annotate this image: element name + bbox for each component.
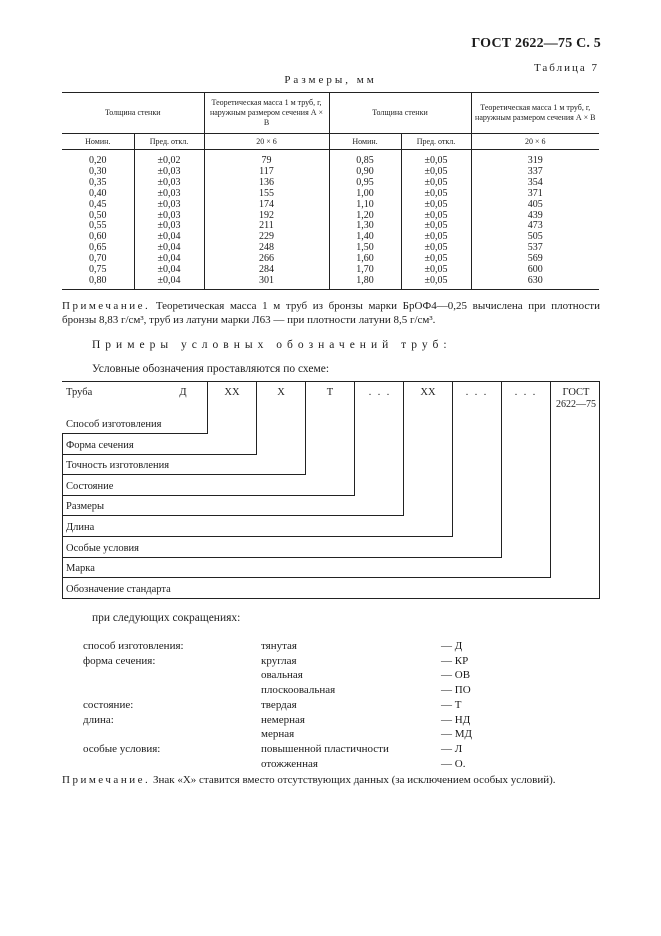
schema-gost: ГОСТ: [562, 387, 590, 398]
table-cell: 155: [204, 189, 329, 200]
table-cell: 0,30: [89, 165, 107, 177]
schema-field: ХХ: [420, 387, 436, 398]
schema-tube-label: Труба: [66, 387, 93, 398]
table-cell: ±0,03: [134, 178, 204, 189]
table-cell: ±0,05: [401, 189, 471, 200]
schema-field: ХХ: [224, 387, 240, 398]
table-cell: 1,60: [329, 254, 401, 265]
table-cell: 117: [204, 167, 329, 178]
table-cell: ±0,05: [401, 232, 471, 243]
abbr-value: немерная: [261, 713, 305, 726]
table-cell: 505: [471, 232, 599, 243]
table-cell: 266: [204, 254, 329, 265]
examples-title: Примеры условных обозначений труб:: [92, 339, 452, 351]
abbr-value: отожженная: [261, 757, 318, 770]
table-cell: ±0,03: [134, 211, 204, 222]
table-cell: 0,45: [89, 198, 107, 210]
table-cell: ±0,05: [401, 178, 471, 189]
subheader-tolerance: Пред. откл.: [134, 134, 204, 150]
table-cell: 1,20: [329, 211, 401, 222]
table-cell: 0,85: [329, 150, 401, 167]
table-cell: ±0,05: [401, 265, 471, 276]
table-cell: 630: [471, 276, 599, 289]
abbr-value: овальная: [261, 669, 303, 682]
table-cell: 0,70: [89, 253, 107, 265]
schema-label: Размеры: [66, 501, 105, 513]
table-cell: 174: [204, 200, 329, 211]
abbr-value: плоскоовальная: [261, 684, 336, 697]
table-cell: 0,55: [89, 220, 107, 232]
schema-field: Х: [277, 387, 285, 398]
subheader-nominal: Номин.: [329, 134, 401, 150]
table-cell: 0,80: [62, 276, 134, 289]
table-cell: ±0,05: [401, 167, 471, 178]
subheader-size: 20 × 6: [471, 134, 599, 150]
table-cell: 0,50: [89, 209, 107, 221]
table-cell: 0,90: [329, 167, 401, 178]
subheader-size: 20 × 6: [204, 134, 329, 150]
table-cell: 600: [471, 265, 599, 276]
table-cell: ±0,04: [134, 232, 204, 243]
table-title: Размеры, мм: [284, 74, 377, 86]
abbr-value: тянутая: [261, 640, 297, 652]
table-cell: ±0,03: [134, 189, 204, 200]
table-cell: 136: [204, 178, 329, 189]
table-cell: 284: [204, 265, 329, 276]
table-cell: 0,40: [89, 187, 107, 199]
table-cell: ±0,03: [134, 167, 204, 178]
table-cell: ±0,05: [401, 221, 471, 232]
table-cell: 319: [471, 150, 599, 167]
table-cell: 229: [204, 232, 329, 243]
table-number: Таблица 7: [533, 62, 599, 74]
abbr-value: круглая: [261, 654, 297, 667]
table-cell: 1,50: [329, 243, 401, 254]
abbr-code: — Д: [441, 640, 463, 652]
table-cell: 211: [204, 221, 329, 232]
abbr-value: твердая: [261, 698, 297, 711]
header-wall-right: Толщина стенки: [329, 93, 471, 134]
table-cell: 1,40: [329, 232, 401, 243]
abbr-code: — КР: [441, 654, 469, 667]
table-cell: ±0,05: [401, 150, 471, 167]
table-cell: 439: [471, 211, 599, 222]
schema-field: Д: [179, 387, 187, 398]
table-cell: 0,75: [89, 264, 107, 276]
schema-label: Форма сечения: [66, 439, 134, 451]
abbr-category: особые условия:: [83, 742, 161, 755]
table-cell: 0,95: [329, 178, 401, 189]
abbr-code: — ПО: [441, 684, 471, 697]
header-mass-left: Теоретическая масса 1 м труб, г, наружным размером сечения А × В: [204, 93, 329, 134]
abbr-value: мерная: [261, 728, 295, 741]
note-text: Знак «Х» ставится вместо отсутствующих данных (за исключением особых условий).: [152, 774, 556, 786]
table-cell: ±0,04: [134, 276, 204, 289]
table-cell: ±0,05: [401, 200, 471, 211]
table-cell: 0,60: [89, 231, 107, 243]
schema-field: . . .: [368, 387, 392, 398]
schema-field: Т: [326, 387, 334, 398]
table-cell: ±0,04: [134, 254, 204, 265]
abbreviations-title: при следующих сокращениях:: [92, 612, 241, 624]
table-cell: 1,30: [329, 221, 401, 232]
schema-label: Состояние: [66, 480, 114, 492]
table-cell: ±0,05: [401, 243, 471, 254]
table-cell: ±0,03: [134, 221, 204, 232]
schema-label: Точность изготовления: [66, 460, 170, 472]
abbr-code: — Т: [441, 698, 462, 711]
subheader-nominal: Номин.: [62, 134, 134, 150]
schema-intro: Условные обозначения проставляются по схеме:: [92, 363, 330, 375]
schema-label: Способ изготовления: [66, 419, 162, 430]
abbr-code: — НД: [441, 713, 471, 726]
table-cell: 0,35: [89, 176, 107, 188]
abbr-category: длина:: [83, 713, 114, 726]
table-cell: ±0,04: [134, 243, 204, 254]
table-cell: 337: [471, 167, 599, 178]
table-cell: 354: [471, 178, 599, 189]
table-cell: ±0,05: [401, 211, 471, 222]
page-header: ГОСТ 2622—75 С. 5: [471, 36, 601, 51]
table-cell: 192: [204, 211, 329, 222]
note-label: Примечание.: [62, 300, 151, 312]
abbr-category: форма сечения:: [83, 654, 156, 667]
subheader-tolerance: Пред. откл.: [401, 134, 471, 150]
abbr-value: повышенной пластичности: [261, 742, 389, 755]
abbr-code: — МД: [441, 728, 473, 741]
table-cell: 301: [204, 276, 329, 289]
schema-label: Обозначение стандарта: [66, 583, 171, 595]
table-cell: 473: [471, 221, 599, 232]
table-cell: 1,70: [329, 265, 401, 276]
table-cell: 1,10: [329, 200, 401, 211]
note-text: Теоретическая масса 1 м труб из бронзы марки БрОФ4—0,25 вычислена при плотности бронзы 8,83 г/см³, труб из латуни марки Л63 — при плотности латуни 8,5 г/см³.: [62, 300, 600, 326]
schema-field: . . .: [465, 387, 489, 398]
note-label: Примечание.: [62, 774, 151, 786]
table-cell: ±0,05: [401, 276, 471, 289]
schema-gost: 2622—75: [556, 399, 596, 410]
table-cell: ±0,04: [134, 265, 204, 276]
schema-field: . . .: [514, 387, 538, 398]
table-cell: 569: [471, 254, 599, 265]
abbr-code: — ОВ: [441, 669, 471, 682]
table-cell: 537: [471, 243, 599, 254]
schema-label: Особые условия: [66, 542, 139, 554]
table-cell: ±0,05: [401, 254, 471, 265]
note-placeholder-sign: [62, 773, 600, 787]
abbr-category: способ изготовления:: [83, 640, 184, 652]
table-cell: 0,65: [89, 242, 107, 254]
table-cell: 1,00: [329, 189, 401, 200]
table-cell: 0,20: [89, 155, 107, 166]
schema-label: Длина: [66, 522, 95, 533]
table-cell: 405: [471, 200, 599, 211]
table-cell: 79: [204, 150, 329, 167]
header-wall-left: Толщина стенки: [62, 93, 204, 134]
table-cell: 371: [471, 189, 599, 200]
table-cell: ±0,03: [134, 200, 204, 211]
abbr-code: — Л: [441, 742, 463, 755]
abbr-category: состояние:: [83, 698, 134, 711]
schema-label: Марка: [66, 563, 95, 575]
table-cell: 1,80: [329, 276, 401, 289]
abbr-code: — О.: [441, 757, 466, 770]
table-cell: 248: [204, 243, 329, 254]
header-mass-right: Теоретическая масса 1 м труб, г, наружным размером сечения А × В: [471, 93, 599, 134]
table-cell: ±0,02: [134, 150, 204, 167]
